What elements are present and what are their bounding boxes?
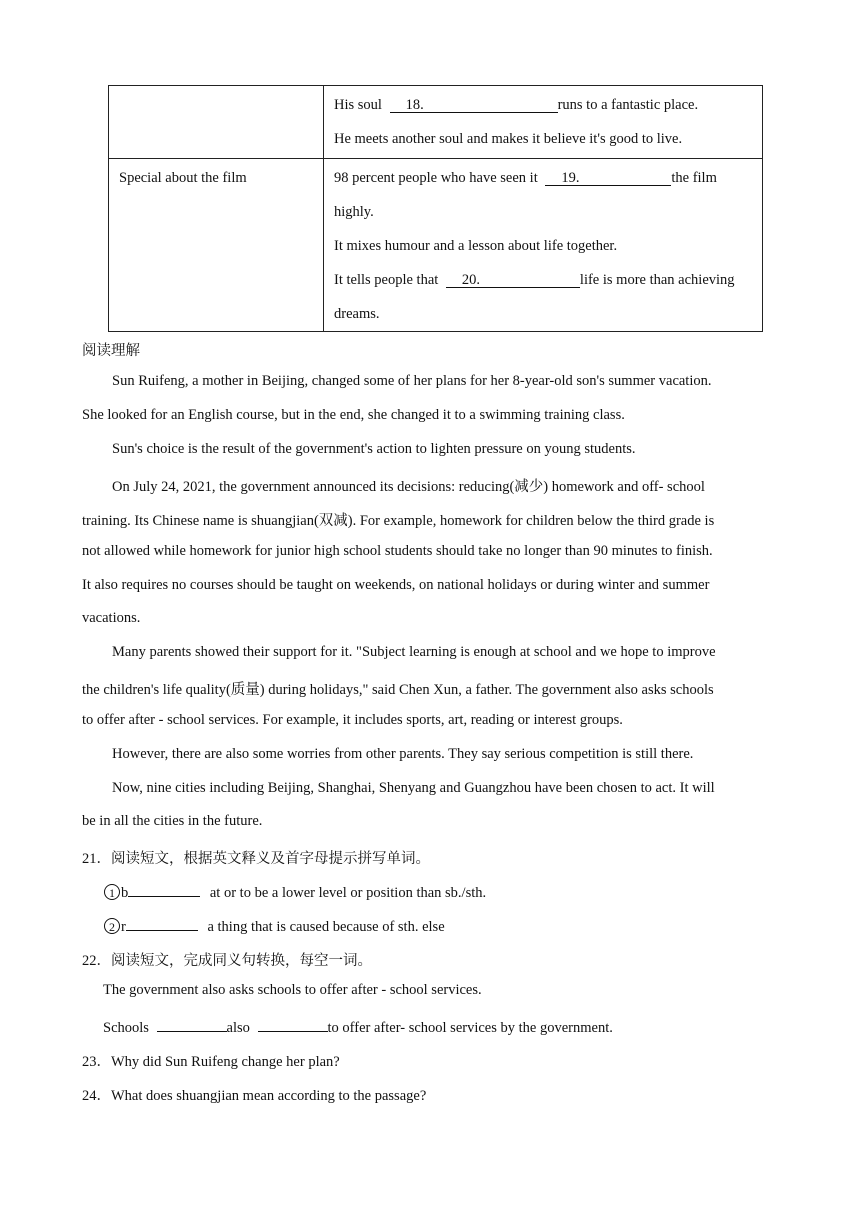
passage-line: However, there are also some worries from other parents. They say serious competition is still there. <box>112 746 694 762</box>
question-21-item-2 <box>104 915 445 936</box>
rewrite-text: to offer after- school services by the government. <box>327 1020 613 1036</box>
passage-line: It also requires no courses should be taught on weekends, on national holidays or during winter and summer <box>82 577 710 593</box>
answer-blank-22-1[interactable] <box>157 1016 227 1032</box>
circled-number-icon: 2 <box>104 918 120 934</box>
row2-line1-post: the film <box>671 170 717 186</box>
hint-letter: b <box>121 885 129 901</box>
row2-line2: highly. <box>334 204 374 220</box>
summary-table <box>108 85 763 332</box>
answer-blank-21-1[interactable] <box>128 881 200 897</box>
table-cell-label <box>109 86 324 159</box>
passage-line: She looked for an English course, but in the end, she changed it to a swimming training class. <box>82 407 625 423</box>
question-22-original: The government also asks schools to offer after - school services. <box>103 982 482 998</box>
section-heading: 阅读理解 <box>82 343 140 359</box>
passage-line: Many parents showed their support for it. "Subject learning is enough at school and we hope to improve <box>112 644 716 660</box>
passage-line: to offer after - school services. For example, it includes sports, art, reading or interest groups. <box>82 712 623 728</box>
passage-line: be in all the cities in the future. <box>82 813 263 829</box>
row2-line5: dreams. <box>334 306 380 322</box>
table-cell-content <box>324 86 763 159</box>
blank-number-18: 18. <box>405 97 424 113</box>
definition-text: a thing that is caused because of sth. else <box>207 919 445 935</box>
definition-text: at or to be a lower level or position than sb./sth. <box>209 885 487 901</box>
question-22: 22．阅读短文，完成同义句转换，每空一词。 <box>82 953 372 969</box>
table-row <box>109 159 763 332</box>
row2-line1 <box>334 170 717 187</box>
passage-line: Now, nine cities including Beijing, Shanghai, Shenyang and Guangzhou have been chosen to act. It will <box>112 780 715 796</box>
answer-blank-20[interactable] <box>446 272 580 288</box>
blank-number-20: 20. <box>461 272 481 288</box>
blank-number-19: 19. <box>561 170 580 186</box>
answer-blank-22-2[interactable] <box>258 1016 328 1032</box>
passage-line: Sun Ruifeng, a mother in Beijing, changed some of her plans for her 8-year-old son's summer vacation. <box>112 373 712 389</box>
table-cell-content <box>324 159 763 332</box>
row2-line4 <box>334 272 735 289</box>
answer-blank-21-2[interactable] <box>126 915 198 931</box>
row2-line1-text: 98 percent people who have seen it <box>334 170 538 186</box>
row2-line3: It mixes humour and a lesson about life together. <box>334 238 618 254</box>
circled-number-icon: 1 <box>104 884 120 900</box>
row2-line4-text: It tells people that <box>334 272 439 288</box>
row1-label <box>109 86 323 158</box>
passage-line: Sun's choice is the result of the government's action to lighten pressure on young students. <box>112 441 636 457</box>
table-cell-label <box>109 159 324 332</box>
row1-line1 <box>334 97 698 114</box>
rewrite-text: also <box>226 1020 250 1036</box>
hint-letter: r <box>121 919 126 935</box>
rewrite-text: Schools <box>103 1020 149 1036</box>
passage-line: training. Its Chinese name is shuangjian(双减). For example, homework for children below the third grade is <box>82 513 715 529</box>
row1-line1-text: His soul <box>334 97 382 113</box>
table-row <box>109 86 763 159</box>
passage-line: not allowed while homework for junior high school students should take no longer than 90 minutes to finish. <box>82 543 713 559</box>
passage-line: vacations. <box>82 610 141 626</box>
question-24: 24．What does shuangjian mean according to the passage? <box>82 1088 427 1104</box>
answer-blank-18[interactable] <box>390 97 558 113</box>
question-22-rewrite <box>103 1016 613 1037</box>
row1-line1-post: runs to a fantastic place. <box>557 97 699 113</box>
question-23: 23．Why did Sun Ruifeng change her plan? <box>82 1054 340 1070</box>
question-21: 21．阅读短文，根据英文释义及首字母提示拼写单词。 <box>82 851 430 867</box>
question-21-item-1 <box>104 881 486 902</box>
row2-line4-post: life is more than achieving <box>579 272 735 288</box>
answer-blank-19[interactable] <box>545 170 671 186</box>
row2-label: Special about the film <box>119 170 247 186</box>
row1-line2: He meets another soul and makes it believe it's good to live. <box>334 131 683 147</box>
passage-line: the children's life quality(质量) during holidays," said Chen Xun, a father. The government also asks schools <box>82 682 714 698</box>
passage-line: On July 24, 2021, the government announced its decisions: reducing(减少) homework and off- school <box>112 479 705 495</box>
